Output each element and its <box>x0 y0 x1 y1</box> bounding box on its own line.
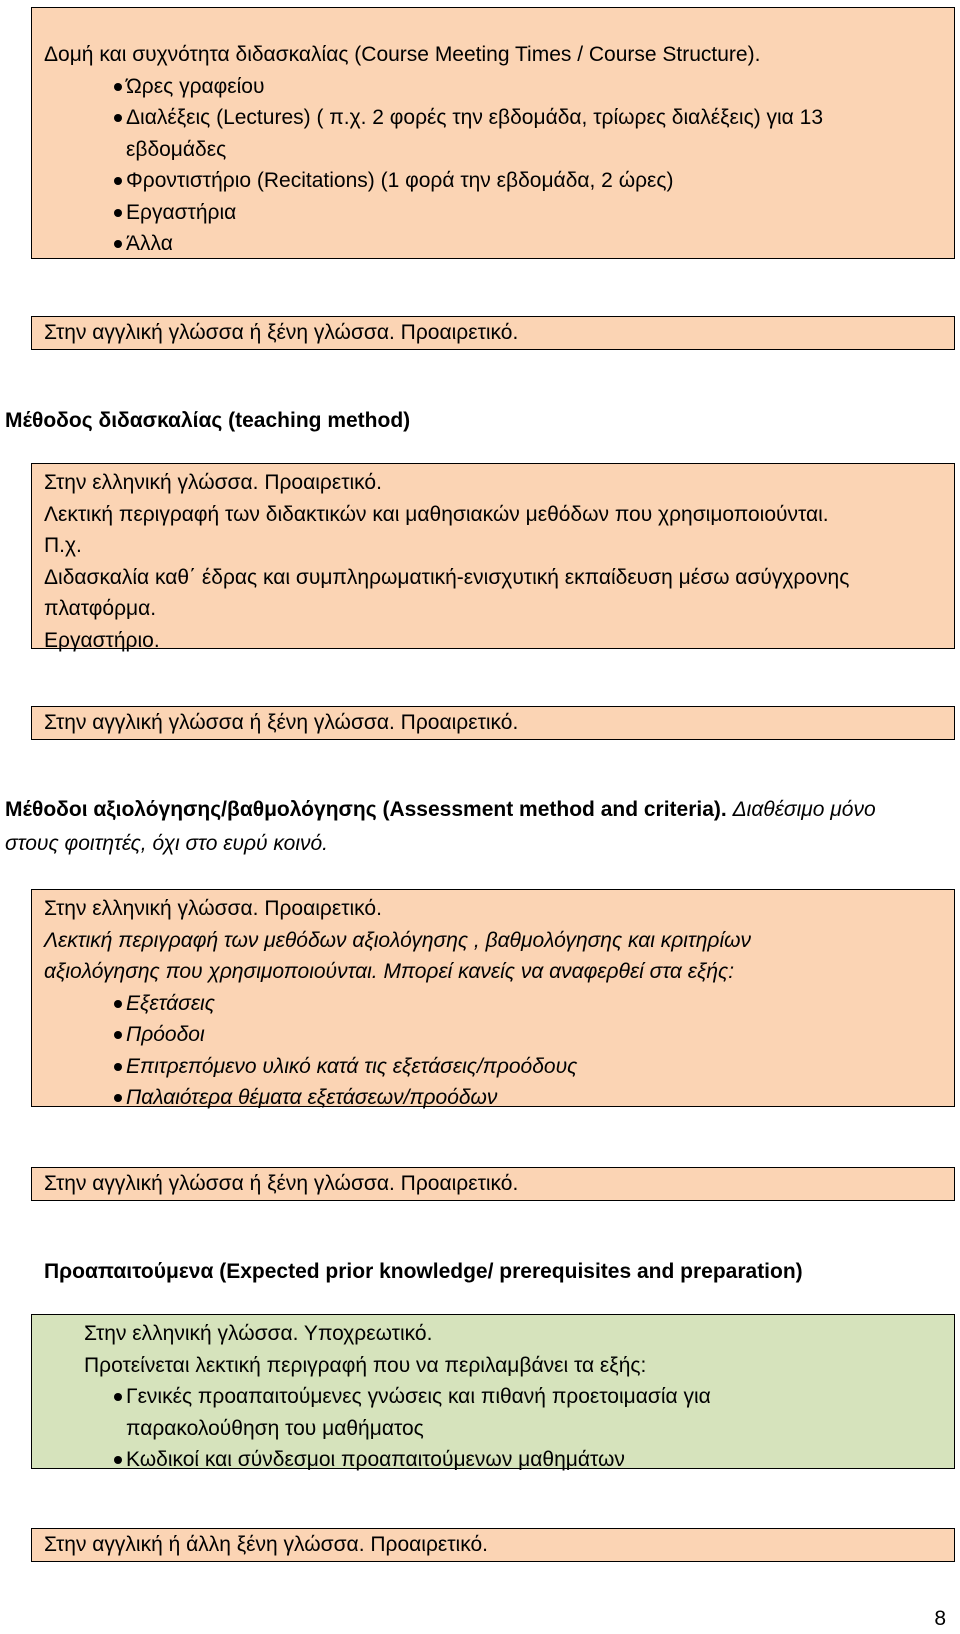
list-item: Ώρες γραφείου <box>32 71 954 103</box>
greek-box-desc: Λεκτική περιγραφή των μεθόδων αξιολόγησης , βαθμολόγησης και κριτηρίων αξιολόγησης που χρησιμοποιούνται. Μπορεί κανείς να αναφερθεί στα εξής: <box>44 928 751 983</box>
course-structure-title: Δομή και συχνότητα διδασκαλίας (Course Meeting Times / Course Structure). <box>44 43 761 66</box>
greek-box-example-label: Π.χ. <box>44 534 82 557</box>
teaching-method-heading: Μέθοδος διδασκαλίας (teaching method) <box>5 409 411 432</box>
prerequisites-box <box>31 1314 955 1469</box>
bullet-icon <box>114 209 122 217</box>
list-item: Εργαστήρια <box>32 197 954 229</box>
greek-box-label: Στην ελληνική γλώσσα. Προαιρετικό. <box>44 897 382 920</box>
list-item: Εξετάσεις <box>32 988 954 1020</box>
assessment-heading <box>5 793 905 861</box>
list-item: Κωδικοί και σύνδεσμοι προαπαιτούμενων μαθημάτων <box>32 1444 954 1476</box>
list-item: Παλαιότερα θέματα εξετάσεων/προόδων <box>32 1082 954 1114</box>
bullet-icon <box>114 1456 122 1464</box>
list-item: Άλλα <box>32 228 954 260</box>
course-structure-english-box <box>31 316 955 350</box>
assessment-english-box <box>31 1167 955 1201</box>
assessment-heading-text: Μέθοδοι αξιολόγησης/βαθμολόγησης (Assessment method and criteria). <box>5 798 727 821</box>
greek-box-example-lab: Εργαστήριο. <box>44 628 160 652</box>
teaching-method-box <box>31 463 955 652</box>
bullet-icon <box>114 1063 122 1071</box>
list-item: Διαλέξεις (Lectures) ( π.χ. 2 φορές την εβδομάδα, τρίωρες διαλέξεις) για 13 εβδομάδες <box>32 102 954 165</box>
english-box-text: Στην αγγλική γλώσσα ή ξένη γλώσσα. Προαιρετικό. <box>44 321 519 344</box>
bullet-icon <box>114 240 122 248</box>
english-box-text: Στην αγγλική γλώσσα ή ξένη γλώσσα. Προαιρετικό. <box>44 711 519 734</box>
prerequisites-heading: Προαπαιτούμενα (Expected prior knowledge/ prerequisites and preparation) <box>44 1260 803 1283</box>
teaching-method-english-box <box>31 706 955 740</box>
page-number: 8 <box>934 1607 946 1630</box>
bullet-icon <box>114 83 122 91</box>
assessment-box <box>31 889 955 1107</box>
list-item: Επιτρεπόμενο υλικό κατά τις εξετάσεις/προόδους <box>32 1051 954 1083</box>
bullet-icon <box>114 1000 122 1008</box>
course-structure-box <box>31 7 955 259</box>
bullet-icon <box>114 1393 122 1401</box>
greek-box-desc: Προτείνεται λεκτική περιγραφή που να περιλαμβάνει τα εξής: <box>84 1353 647 1377</box>
assessment-list <box>32 988 954 1114</box>
bullet-icon <box>114 177 122 185</box>
prerequisites-list <box>32 1381 954 1476</box>
bullet-icon <box>114 1031 122 1039</box>
list-item: Φροντιστήριο (Recitations) (1 φορά την εβδομάδα, 2 ώρες) <box>32 165 954 197</box>
greek-box-label: Στην ελληνική γλώσσα. Προαιρετικό. <box>44 471 382 494</box>
bullet-icon <box>114 114 122 122</box>
greek-box-example: Διδασκαλία καθ΄ έδρας και συμπληρωματική-ενισχυτική εκπαίδευση μέσω ασύγχρονης πλατφόρμα. <box>44 565 850 620</box>
list-item: Πρόοδοι <box>32 1019 954 1051</box>
greek-box-desc: Λεκτική περιγραφή των διδακτικών και μαθησιακών μεθόδων που χρησιμοποιούνται. <box>44 502 829 526</box>
course-structure-list <box>32 71 954 260</box>
assessment-heading-note: Διαθέσιμο μόνο στους φοιτητές, όχι στο ευρύ κοινό. <box>5 798 876 855</box>
english-box-text: Στην αγγλική γλώσσα ή ξένη γλώσσα. Προαιρετικό. <box>44 1172 519 1195</box>
bullet-icon <box>114 1094 122 1102</box>
list-item: Γενικές προαπαιτούμενες γνώσεις και πιθανή προετοιμασία για παρακολούθηση του μαθήματος <box>32 1381 954 1444</box>
english-box-text: Στην αγγλική ή άλλη ξένη γλώσσα. Προαιρετικό. <box>44 1533 488 1556</box>
greek-box-label: Στην ελληνική γλώσσα. Υποχρεωτικό. <box>84 1322 433 1345</box>
prerequisites-english-box <box>31 1528 955 1562</box>
